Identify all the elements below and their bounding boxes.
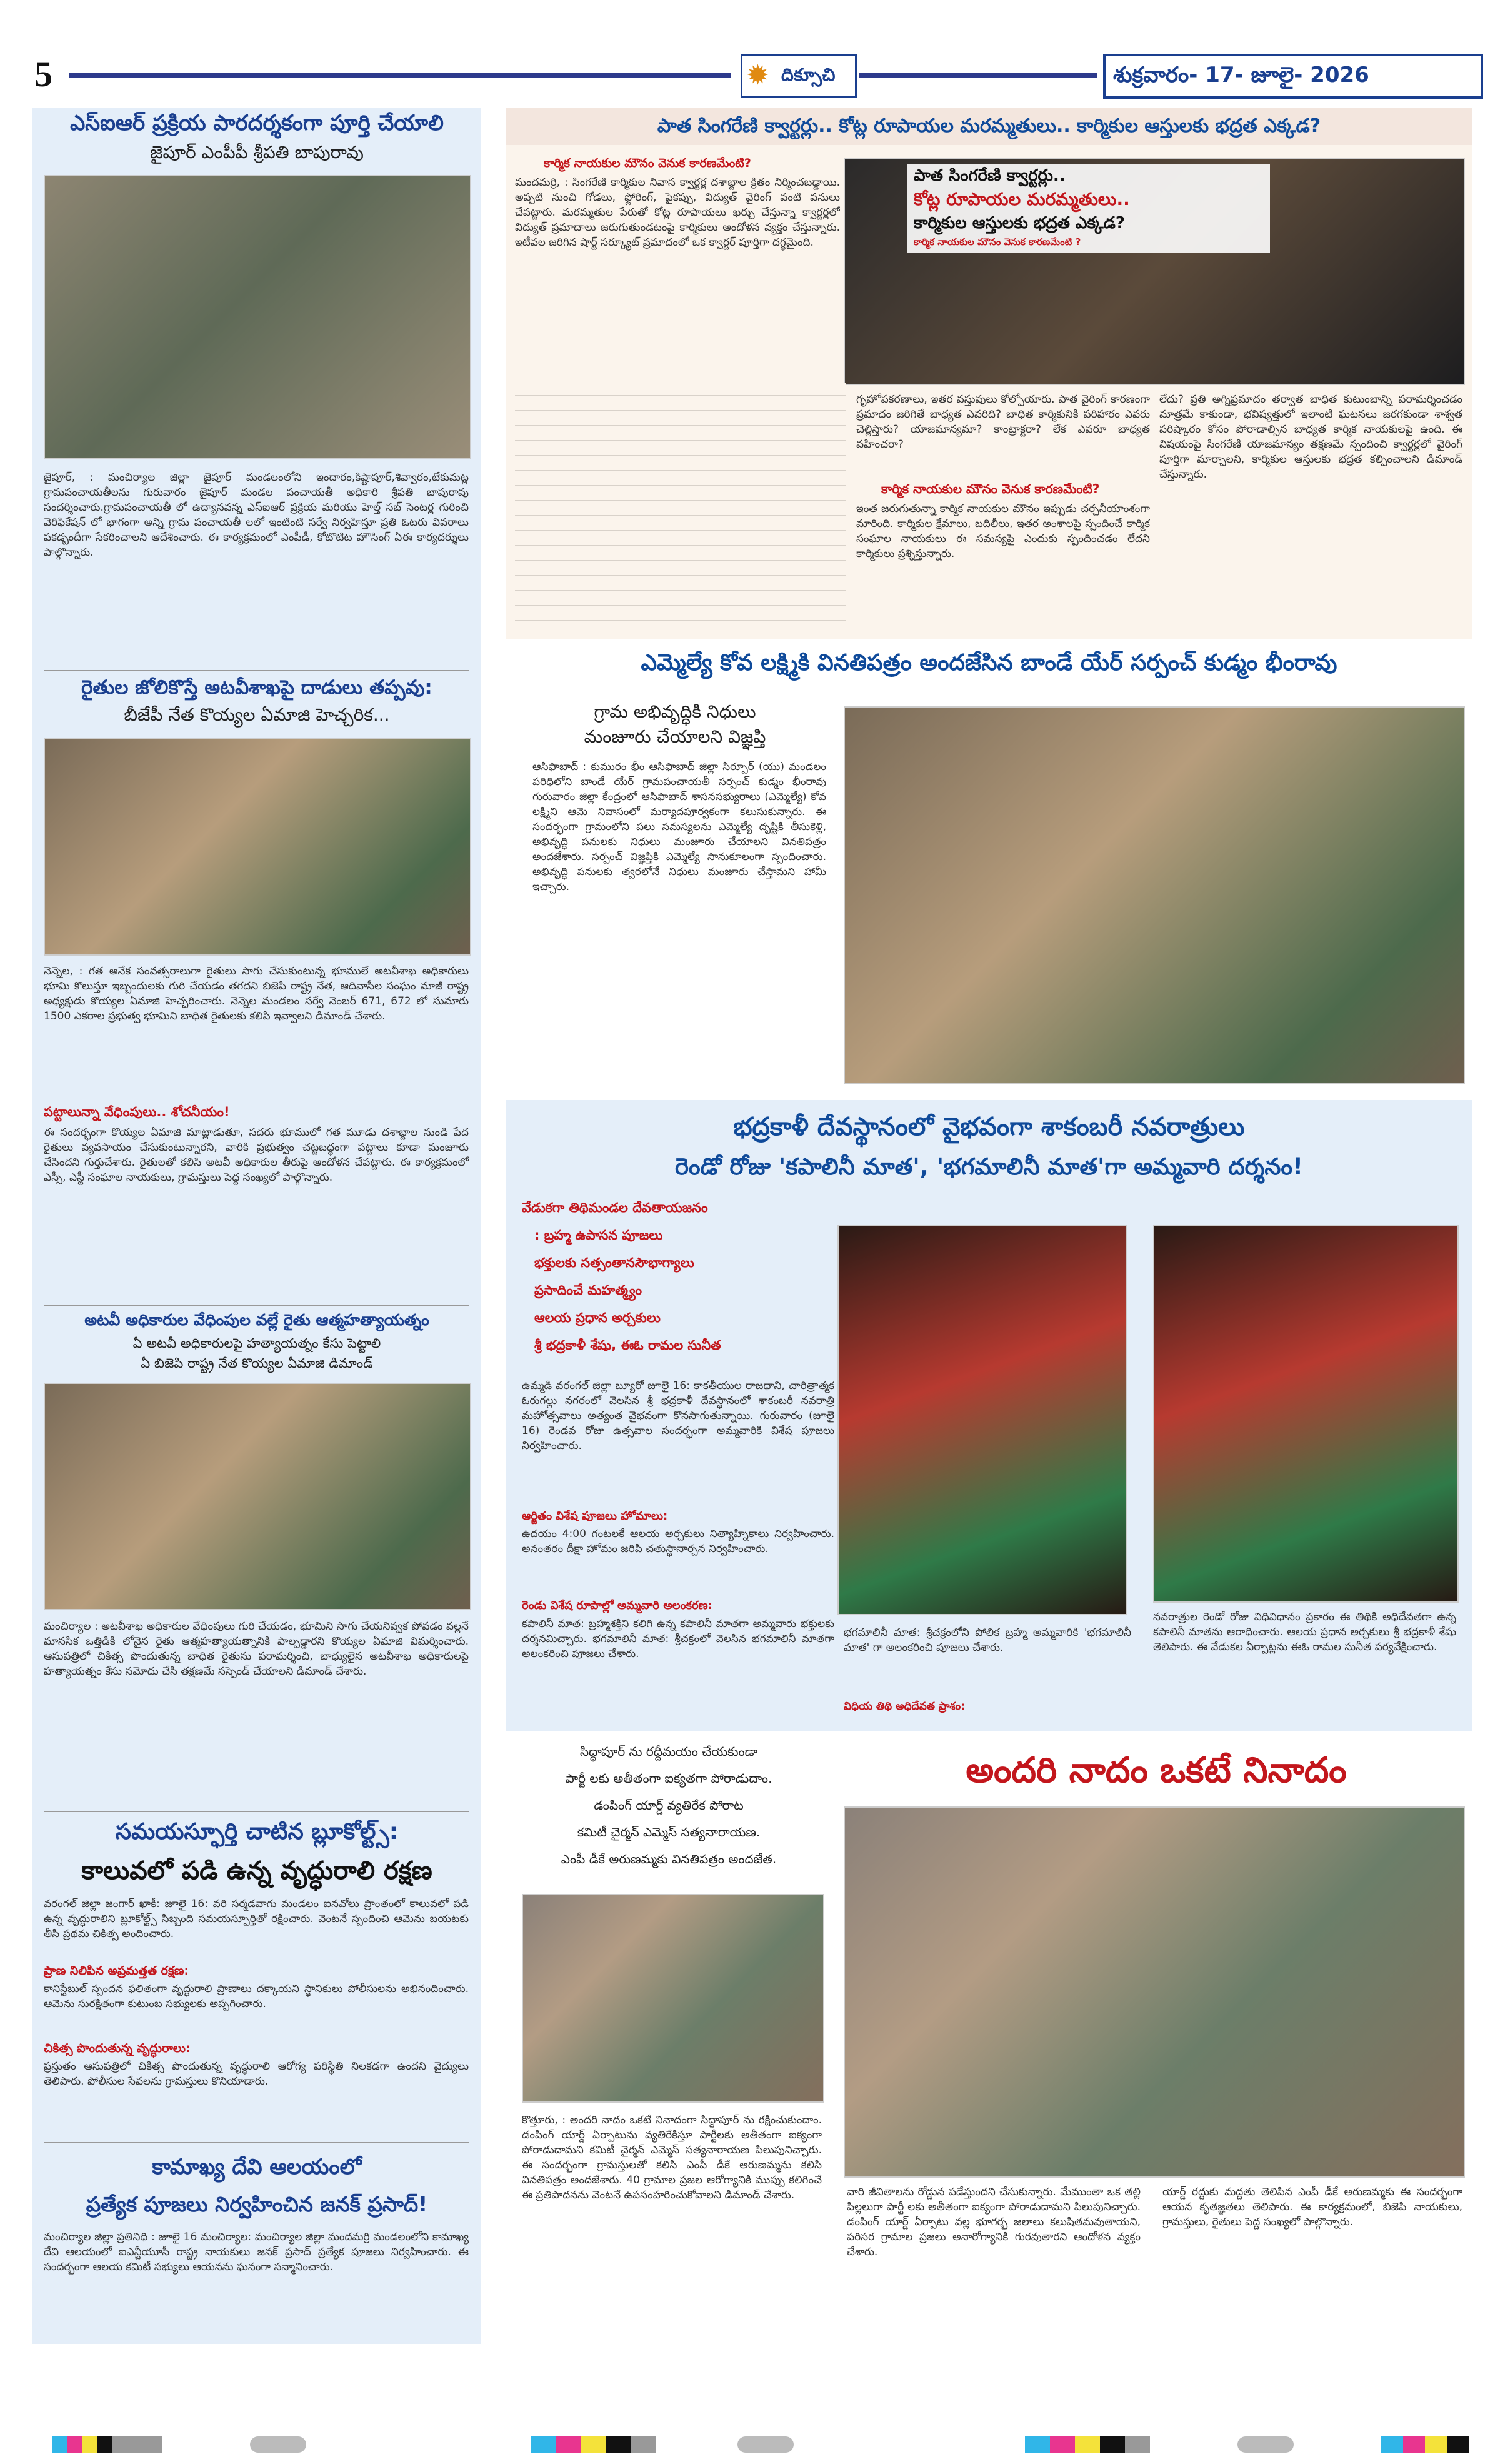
- bottom-article: [506, 1738, 1472, 2344]
- a5-body: మంచిర్యాల జిల్లా ప్రతినిధి : జూలై 16 మంచిర్యాల: మంచిర్యాల జిల్లా మందమర్రి మండలంలోని కామాఖ్య దేవి ఆలయంలో ఐఎన్టీయూసీ రాష్ట్ర నాయకులు జనక్ ప్రసాద్ ప్రత్యేక పూజలు నిర్వహించారు. ఈ సందర్భంగా ఆలయ కమిటీ సభ్యులు ఆయనను ఘనంగా సన్మానించారు.: [44, 2231, 469, 2273]
- a4-subhead2: చికిత్స పొందుతున్న వృద్ధురాలు:: [44, 2041, 191, 2055]
- divider: [44, 1305, 469, 1306]
- top-kicker: కార్మిక నాయకుల మౌనం వెనుక కారణమేంటి?: [544, 156, 751, 170]
- a4-body: వరంగల్ జిల్లా జంగార్ ఖాకీ: జూలై 16: వరి సర్మడవాగు మండలం ఐనవోలు ప్రాంతంలో కాలువలో పడి ఉన్న వృద్ధురాలిని బ్లూకోల్ట్స్ సిబ్బంది సమయస్ఫూర్తితో రక్షించారు. వెంటనే స్పందించి ఆమెను బయటకు తీసి ప్రథమ చికిత్స అందించారు.: [44, 1898, 469, 1940]
- top-body4: లేదు? ప్రతి అగ్నిప్రమాదం తర్వాత బాధిత కుటుంబాన్ని పరామర్శించడం మాత్రమే కాకుండా, భవిష్యత్తులో ఇలాంటి ఘటనలు జరగకుండా శాశ్వత పరిష్కారం కోసం పోరాడాల్సిన బాధ్యత కార్మిక నాయకులపై ఉంది. ఈ విషయంపై సింగరేణి యాజమాన్యం తక్షణమే స్పందించి క్వార్టర్లలో వైరింగ్ పూర్తిగా మార్చాలని, కార్మికుల ఆస్తులకు భద్రత కల్పించాలని డిమాండ్ చేస్తున్నారు.: [1159, 393, 1462, 481]
- color-registration-strip: [1025, 2436, 1150, 2453]
- photo-caption-box: [908, 164, 1270, 253]
- top-right-article: [506, 108, 1472, 639]
- bottom-sub2: పార్టీ లకు అతీతంగా ఐక్యతగా పోరాడుదాం.: [565, 1771, 772, 1786]
- mla-sub2: మంజూరు చేయాలని విజ్ఞప్తి: [584, 726, 766, 747]
- a3-photo: [44, 1383, 471, 1610]
- temple-body: ఉమ్మడి వరంగల్ జిల్లా బ్యూరో జూలై 16: కాకతీయుల రాజధాని, చారిత్రాత్మక ఓరుగల్లు నగరంలో వెలసిన శ్రీ భద్రకాళీ దేవస్థానంలో శాకంబరీ నవరాత్రి మహోత్సవాలు అత్యంత వైభవంగా కొనసాగుతున్నాయి. గురువారం (జూలై 16) రెండవ రోజు ఉత్సవాల సందర్భంగా అమ్మవారికి విశేష పూజలు నిర్వహించారు.: [522, 1380, 834, 1452]
- bottom-left-body: కొత్తూరు, : అందరి నాదం ఒకటే నినాదంగా సిద్ధాపూర్ ను రక్షించుకుందాం. డంపింగ్ యార్డ్ ఏర్పాటును వ్యతిరేకిస్తూ పార్టీలకు అతీతంగా ఐక్యంగా పోరాడుదామని కమిటీ చైర్మన్ ఎమ్మెస్ సత్యనారాయణ పిలుపునిచ్చారు. ఈ సందర్భంగా గ్రామస్తులతో కలిసి ఎంపీ డీకే అరుణమ్మను కలిసి వినతిపత్రం అందజేశారు. 40 గ్రామాల ప్రజల ఆరోగ్యానికి ముప్పు కలిగించే ఈ ప్రతిపాదనను వెంటనే ఉపసంహరించుకోవాలని డిమాండ్ చేశారు.: [522, 2114, 822, 2201]
- compass-logo-icon: ✹: [746, 59, 769, 91]
- temple-side5: ఆలయ ప్రధాన అర్చకులు: [534, 1310, 661, 1325]
- a1-body: జైపూర్, : మంచిర్యాల జిల్లా జైపూర్ మండలంలోని ఇందారం,కిష్టాపూర్,శివ్వారం,టేకుమట్ల గ్రామపంచాయతీలను గురువారం జైపూర్ మండల పంచాయతీ అధికారి శ్రీపతి బాపురావు సందర్శించారు.గ్రామపంచాయతీ లో ఉద్యానవన్న ఎస్ఐఆర్ ప్రక్రియ మరియు హెల్త్ సబ్ సెంటర్ల గురించి వెరిఫికేషన్ లో భాగంగా అన్ని గ్రామ పంచాయతీ లలో ఇంటింటి సర్వే నిర్వహిస్తూ ప్రతి ఓటరు వివరాలు పకడ్బందీగా సేకరించాలని ఆదేశించారు. ఈ కార్యక్రమంలో ఎంపీడీ, కోటొటిట హౌసింగ్ ఏఈ కార్యదర్శులు పాల్గొన్నారు.: [44, 471, 469, 559]
- page-number: 5: [34, 54, 52, 94]
- bottom-banner: అందరి నాదం ఒకటే నినాదం: [966, 1750, 1347, 1791]
- temple-sub-c: విధియ తిథి అధిదేవత ప్రాశం:: [844, 1700, 966, 1713]
- a2-subtitle: బీజేపీ నేత కొయ్యల ఏమాజి హెచ్చరిక...: [124, 704, 390, 725]
- temple-photo-1: [838, 1225, 1128, 1615]
- top-banner: పాత సింగరేణి క్వార్టర్లు.. కోట్ల రూపాయల మరమ్మతులు.. కార్మికుల ఆస్తులకు భద్రత ఎక్కడ?: [506, 108, 1472, 145]
- bottom-right-body1: వారి జీవితాలను రోడ్డున పడేస్తుందని చేసుకున్నారు. మేముంతా ఒక తల్లి పిల్లలుగా పార్టీ లకు అతీతంగా ఐక్యంగా పోరాడుదామని పిలుపునిచ్చారు. డంపింగ్ యార్డ్ ఏర్పాటు వల్ల భూగర్భ జలాలు కలుషితమవుతాయని, పరిసర గ్రామాల ప్రజలు అనారోగ్యానికి గురవుతారని ఆందోళన వ్యక్తం చేశారు.: [847, 2186, 1141, 2258]
- a2-photo: [44, 738, 471, 956]
- color-registration-strip: [1381, 2436, 1469, 2453]
- mla-article: [506, 644, 1472, 1094]
- a1-photo: [44, 175, 471, 459]
- top-body1-continued: [515, 383, 846, 629]
- photo-caption-3: కార్మికుల ఆస్తులకు భద్రత ఎక్కడ?: [914, 214, 1125, 233]
- photo-caption-1: పాత సింగరేణి క్వార్టర్లు..: [914, 166, 1066, 185]
- temple-body-a: ఉదయం 4:00 గంటలకే ఆలయ అర్చకులు నిత్యాహ్నికాలు నిర్వహించారు. అనంతరం దీక్షా హోమం జరిపి చతుస్థానార్చన నిర్వహించారు.: [522, 1528, 834, 1555]
- temple-side4: ప్రసాదించే మహత్మ్యం: [534, 1283, 642, 1298]
- top-body3: ఇంత జరుగుతున్నా కార్మిక నాయకుల మౌనం ఇప్పుడు చర్చనీయాంశంగా మారింది. కార్మికుల క్షేమాలు, బదిలీలు, ఇతర అంశాలపై స్పందించే కార్మిక సంఘాల నాయకులు ఈ సమస్యపై ఎందుకు స్పందించడం లేదని కార్మికులు ప్రశ్నిస్తున్నారు.: [856, 503, 1150, 560]
- temple-side3: భక్తులకు సత్సంతానసౌభాగ్యాలు: [534, 1255, 694, 1270]
- masthead-text: దిక్సూచి: [781, 64, 836, 85]
- temple-cap2: నవరాత్రుల రెండో రోజు విధివిధానం ప్రకారం ఈ తిథికి అధిదేవతగా ఉన్న కపాలినీ మాతను ఆరాధించారు. ఆలయ ప్రధాన అర్చకులు శ్రీ భద్రకాళీ శేషు తెలిపారు. ఈ వేడుకల ఏర్పాట్లను ఈఓ రామల సునీత పర్యవేక్షించారు.: [1153, 1611, 1456, 1653]
- temple-side2: : బ్రహ్మ ఉపాసన పూజలు: [534, 1228, 663, 1243]
- bottom-photo-large: [844, 1806, 1465, 2178]
- a2-body2: ఈ సందర్భంగా కొయ్యల ఏమాజి మాట్లాడుతూ, సదరు భూములో గత మూడు దశాబ్దాల నుండి పేద రైతులు వ్యవసాయం చేసుకుంటున్నారని, వారికి ప్రభుత్వం చట్టబద్ధంగా పట్టాలు కూడా మంజూరు చేసిందని గుర్తుచేశారు. రైతులతో కలిసి అటవీ అధికారుల తీరుపై ఆందోళన చేపట్టారు. ఈ కార్యక్రమంలో ఎస్సీ, ఎస్టీ సంఘాల నాయకులు, గ్రామస్తులు పెద్ద సంఖ్యలో పాల్గొన్నారు.: [44, 1126, 469, 1184]
- mla-photo: [844, 706, 1465, 1084]
- temple-sub-b: రెండు విశేష రూపాల్లో అమ్మవారి అలంకరణ:: [522, 1599, 712, 1612]
- bottom-sub5: ఎంపీ డీకే అరుణమ్మకు వినతిపత్రం అందజేత.: [561, 1851, 777, 1866]
- mla-banner: ఎమ్మెల్యే కోవ లక్ష్మికి వినతిపత్రం అందజేసిన బాండే యేర్ సర్పంచ్ కుడ్మం భీంరావు: [641, 650, 1338, 676]
- a2-body: నెన్నెల, : గత అనేక సంవత్సరాలుగా రైతులు సాగు చేసుకుంటున్న భూములే అటవీశాఖ అధికారులు భూమి కొలుస్తూ ఇబ్బందులకు గురి చేయడం తగదని బిజెపి రాష్ట్ర నేత, ఆదివాసీల సంఘం మాజీ రాష్ట్ర అధ్యక్షుడు కొయ్యల ఏమాజి హెచ్చరించారు. నెన్నెల మండలం సర్వే నెంబర్ 671, 672 లో సుమారు 1500 ఎకరాల ప్రభుత్వ భూమిని బాధిత రైతులకు కలిపి ఇవ్వాలని డిమాండ్ చేశారు.: [44, 965, 469, 1023]
- a3-body: మంచిర్యాల : అటవీశాఖ అధికారుల వేధింపులు గురి చేయడం, భూమిని సాగు చేయనివ్వక పోవడం వల్లనే మానసిక ఒత్తిడికి లోనైన రైతు ఆత్మహత్యాయత్నానికి పాల్పడ్డారని కొయ్యల ఏమాజి విమర్శించారు. ఆసుపత్రిలో చికిత్స పొందుతున్న బాధిత రైతును పరామర్శించి, బాధ్యులైన అటవీశాఖ అధికారులపై హత్యాయత్నం కేసు నమోదు చేసి తక్షణమే సస్పెండ్ చేయాలని డిమాండ్ చేశారు.: [44, 1620, 469, 1678]
- a4-title: సమయస్ఫూర్తి చాటిన బ్లూకోల్ట్స్:: [115, 1819, 399, 1845]
- mla-sub1: గ్రామ అభివృద్ధికి నిధులు: [594, 701, 756, 722]
- a1-subtitle: జైపూర్ ఎంపీపీ శ్రీపతి బాపురావు: [150, 142, 364, 163]
- temple-side1: వేడుకగా తిథిమండల దేవతాయజనం: [522, 1200, 708, 1215]
- color-registration-strip: [38, 2436, 162, 2453]
- registration-pill: [250, 2436, 306, 2453]
- bottom-sub4: కమిటీ చైర్మన్ ఎమ్మెస్ సత్యనారాయణ.: [577, 1825, 761, 1840]
- registration-pill: [1238, 2436, 1294, 2453]
- color-registration-strip: [531, 2436, 656, 2453]
- temple-article: [506, 1100, 1472, 1731]
- date-text: శుక్రవారం- 17- జూలై- 2026: [1113, 63, 1369, 88]
- divider: [44, 2142, 469, 2143]
- a3-sub2: ఏ బిజెపి రాష్ట్ర నేత కొయ్యల ఏమాజి డిమాండ్: [141, 1356, 373, 1371]
- temple-sidebar: [522, 1200, 834, 1356]
- a4-body3: ప్రస్తుతం ఆసుపత్రిలో చికిత్స పొందుతున్న వృద్ధురాలి ఆరోగ్య పరిస్థితి నిలకడగా ఉందని వైద్యులు తెలిపారు. పోలీసుల సేవలను గ్రామస్తులు కొనియాడారు.: [44, 2060, 469, 2088]
- top-photo: [844, 158, 1465, 385]
- a2-subhead: పట్టాలున్నా వేధింపులు.. శోచనీయం!: [44, 1104, 230, 1119]
- photo-caption-4: కార్మిక నాయకుల మౌనం వెనుక కారణమేంటి ?: [914, 236, 1081, 248]
- a4-title2: కాలువలో పడి ఉన్న వృద్ధురాలి రక్షణ: [81, 1856, 432, 1885]
- top-body2: గృహోపకరణాలు, ఇతర వస్తువులు కోల్పోయారు. పాత వైరింగ్ కారణంగా ప్రమాదం జరిగితే బాధ్యత ఎవరిది? బాధిత కార్మికునికి పరిహారం ఎవరు చెల్లిస్తారు? యాజమాన్యమా? కాంట్రాక్టరా? లేక ఎవరూ బాధ్యత వహించరా?: [856, 393, 1150, 451]
- a4-body2: కానిస్టేబుల్ స్పందన ఫలితంగా వృద్ధురాలి ప్రాణాలు దక్కాయని స్థానికులు పోలీసులను అభినందించారు. ఆమెను సురక్షితంగా కుటుంబ సభ్యులకు అప్పగించారు.: [44, 1983, 469, 2010]
- mla-body: ఆసిఫాబాద్ : కుమురం భీం ఆసిఫాబాద్ జిల్లా సిర్పూర్ (యు) మండలం పరిధిలోని బాండే యేర్ గ్రామపంచాయతీ సర్పంచ్ కుడ్మం భీంరావు గురువారం జిల్లా కేంద్రంలో ఆసిఫాబాద్ శాసనసభ్యురాలు (ఎమ్మెల్యే) కోవ లక్ష్మిని ఆమె నివాసంలో మర్యాదపూర్వకంగా కలుసుకున్నారు. ఈ సందర్భంగా గ్రామంలోని పలు సమస్యలను ఎమ్మెల్యే దృష్టికి తీసుకెళ్లి, అభివృద్ధి పనులకు నిధులు మంజూరు చేయాలని వినతిపత్రం అందజేశారు. సర్పంచ్ విజ్ఞప్తికి ఎమ్మెల్యే సానుకూలంగా స్పందించారు. అభివృద్ధి పనులకు త్వరలోనే నిధులు మంజూరు చేస్తామని హామీ ఇచ్చారు.: [532, 761, 826, 893]
- temple-banner2: రెండో రోజు 'కపాలినీ మాత', 'భగమాలినీ మాత'గా అమ్మవారి దర్శనం!: [674, 1153, 1304, 1180]
- a1-title: ఎస్ఐఆర్ ప్రక్రియ పారదర్శకంగా పూర్తి చేయాలి: [70, 111, 444, 136]
- a5-title: కామాఖ్య దేవి ఆలయంలో: [152, 2155, 362, 2180]
- masthead: [741, 54, 857, 98]
- bottom-photo-small: [522, 1894, 824, 2103]
- bottom-right-body2: యార్డ్ రద్దుకు మద్దతు తెలిపిన ఎంపీ డీకే అరుణమ్మకు ఈ సందర్భంగా ఆయన కృతజ్ఞతలు తెలిపారు. ఈ కార్యక్రమంలో, బిజెపి నాయకులు, గ్రామస్తులు, రైతులు పెద్ద సంఖ్యలో పాల్గొన్నారు.: [1162, 2186, 1462, 2228]
- temple-photo-2: [1153, 1225, 1459, 1603]
- divider: [44, 1811, 469, 1812]
- a4-subhead1: ప్రాణ నిలిపిన అప్రమత్తత రక్షణ:: [44, 1964, 189, 1978]
- top-subhead: కార్మిక నాయకుల మౌనం వెనుక కారణమేంటి?: [881, 481, 1100, 496]
- bottom-sub1: సిద్ధాపూర్ ను రద్దీమయం చేయకుండా: [579, 1744, 758, 1759]
- date-box: [1103, 54, 1483, 99]
- temple-cap1: భగమాలినీ మాత: శ్రీచక్రంలోని పోలిక బ్రహ్మ అమ్మవారికి 'భగమాలినీ మాత' గా అలంకరించి పూజలు చేశారు.: [844, 1626, 1131, 1654]
- temple-sub-a: ఆర్జితం విశేష పూజలు హోమాలు:: [522, 1510, 668, 1523]
- header-rule-right: [859, 73, 1097, 78]
- photo-caption-2: కోట్ల రూపాయల మరమ్మతులు..: [914, 189, 1130, 209]
- divider: [44, 670, 469, 671]
- a5-title2: ప్రత్యేక పూజలు నిర్వహించిన జనక్ ప్రసాద్!: [86, 2192, 428, 2216]
- left-column: [32, 108, 481, 2344]
- temple-side6: శ్రీ భద్రకాళీ శేషు, ఈఓ రామల సునీత: [534, 1338, 721, 1353]
- temple-body-b: కపాలినీ మాత: బ్రహ్మశక్తిని కలిగి ఉన్న కపాలినీ మాతగా అమ్మవారు భక్తులకు దర్శనమిచ్చారు. భగమాలినీ మాత: శ్రీచక్రంలో వెలసిన భగమాలినీ మాతగా అలంకరించి పూజలు చేశారు.: [522, 1618, 834, 1660]
- temple-banner1: భద్రకాళీ దేవస్థానంలో వైభవంగా శాకంబరీ నవరాత్రులు: [733, 1113, 1245, 1141]
- a3-title: అటవీ అధికారుల వేధింపుల వల్లే రైతు ఆత్మహత్యాయత్నం: [84, 1311, 429, 1329]
- header-rule-left: [69, 73, 731, 78]
- page-header: [0, 0, 1500, 119]
- registration-pill: [738, 2436, 794, 2453]
- bottom-left-subs: [506, 1744, 831, 1870]
- a2-title: రైతుల జోలికొస్తే అటవీశాఖపై దాడులు తప్పవు:: [81, 676, 432, 699]
- top-body1: మందమర్రి, : సింగరేణి కార్మికుల నివాస క్వార్టర్ల దశాబ్దాల క్రితం నిర్మించబడ్డాయి. అప్పటి నుంచి గోడలు, ఫ్లోరింగ్, పైకప్పు, విద్యుత్ వైరింగ్ వంటి పనులు చేపట్టారు. మరమ్మతుల పేరుతో కోట్ల రూపాయలు ఖర్చు చేస్తున్నా క్వార్టర్లలో విద్యుత్ ప్రమాదాలు జరుగుతుండటంపై కార్మికులు ఆందోళన వ్యక్తం చేస్తున్నారు. ఇటీవల జరిగిన షార్ట్ సర్క్యూట్ ప్రమాదంలో ఒక క్వార్టర్ పూర్తిగా దగ్ధమైంది.: [515, 176, 840, 249]
- a3-sub: ఏ అటవీ అధికారులపై హత్యాయత్నం కేసు పెట్టాలి: [132, 1336, 381, 1351]
- bottom-sub3: డంపింగ్ యార్డ్ వ్యతిరేక పోరాట: [594, 1798, 744, 1813]
